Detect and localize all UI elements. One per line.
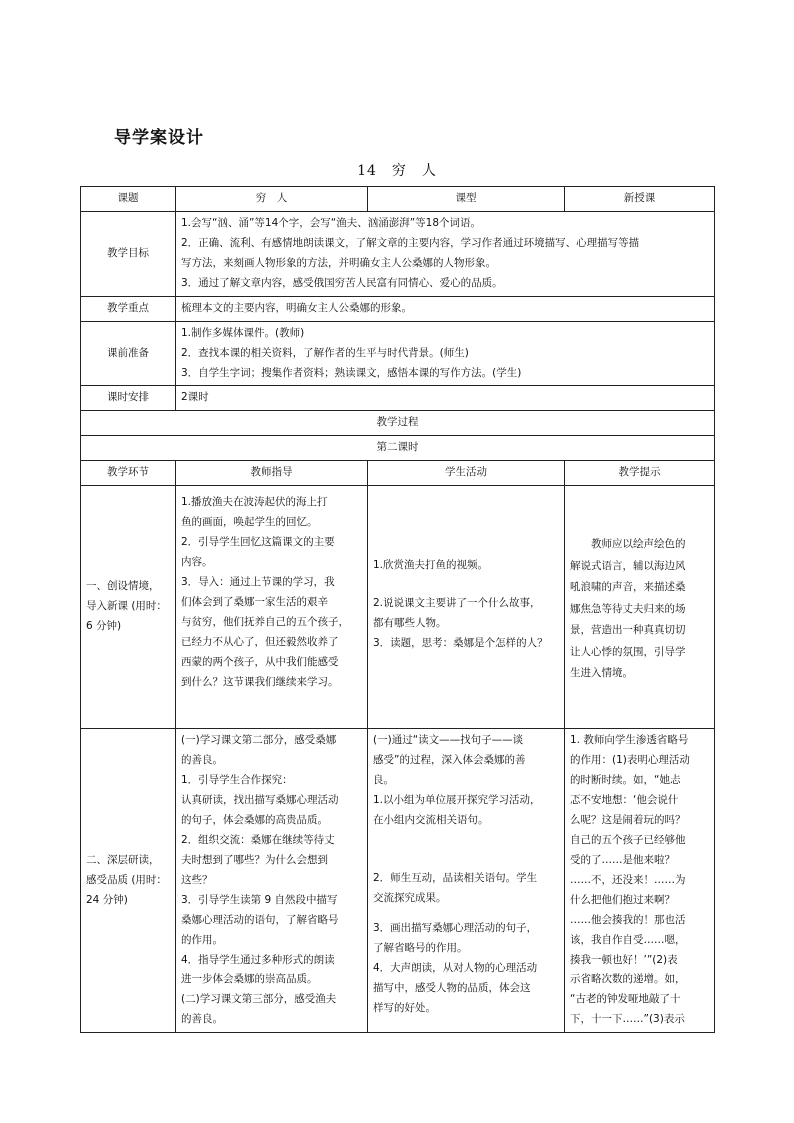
- schedule-value: 2课时: [176, 386, 715, 411]
- hint-line: 示省略次数的递增。如，: [570, 973, 686, 986]
- student-line: 2．师生互动，品读相关语句。学生: [373, 871, 538, 884]
- teacher-line: 4．指导学生通过多种形式的朗读: [181, 953, 335, 966]
- teacher-line: 与贫穷，他们抚养自己的五个孩子，: [181, 615, 349, 628]
- hint-line: 娜焦急等待丈夫归来的场: [570, 602, 686, 615]
- objective-line: 3．通过了解文章内容，感受俄国穷苦人民富有同情心、爱心的品质。: [181, 276, 503, 289]
- hint-line: 么呢？这是闹着玩的吗？: [570, 813, 686, 826]
- teacher-line: 的作用。: [181, 933, 223, 946]
- preparation-line: 3．自学生字词；搜集作者资料；熟读课文，感悟本课的写作方法。(学生): [181, 366, 522, 379]
- hint-line: 景，营造出一种真真切切: [570, 624, 686, 637]
- teacher-line: 桑娜心理活动的语句，了解省略号: [181, 913, 339, 926]
- objectives-row: [81, 211, 715, 296]
- teacher-line: 3．引导学生读第 9 自然段中描写: [181, 893, 338, 906]
- student-line: 描写中，感受人物的品质，体会这: [373, 981, 531, 994]
- stage-line: 一、创设情境，: [86, 580, 160, 593]
- preparation-line: 2．查找本课的相关资料，了解作者的生平与时代背景。(师生): [181, 346, 469, 359]
- student-line: (一)通过“读文——找句子——谈: [373, 734, 524, 747]
- hint-line: ……不，还没来！……为: [570, 873, 686, 886]
- schedule-label: 课时安排: [81, 386, 176, 411]
- section-row: [81, 486, 715, 729]
- hint-line: 受的了……是他来啦？: [570, 853, 675, 866]
- type-value: 新授课: [565, 187, 715, 212]
- preparation-row: [81, 321, 715, 386]
- teacher-line: 1.播放渔夫在波涛起伏的海上打: [181, 496, 328, 509]
- student-line: 2.说说课文主要讲了一个什么故事，: [373, 597, 541, 610]
- section-student-activity: [368, 486, 565, 729]
- student-line: 了解省略号的作用。: [373, 941, 468, 954]
- student-line: 3．画出描写桑娜心理活动的句子，: [373, 921, 538, 934]
- stage-line: 24 分钟): [86, 893, 128, 906]
- preparation-line: 1.制作多媒体课件。(教师): [181, 326, 305, 339]
- hint-line: 1. 教师向学生渗透省略号: [570, 734, 689, 747]
- teacher-line: 已经力不从心了，但还毅然收养了: [181, 635, 339, 648]
- section-student-activity: [368, 729, 565, 1033]
- teacher-line: 夫时想到了哪些？为什么会想到: [181, 853, 328, 866]
- teacher-line: 的善良。: [181, 1013, 223, 1026]
- objective-line: 1.会写“汹、涌”等14个字，会写“渔夫、汹涌澎湃”等18个词语。: [181, 216, 481, 229]
- teacher-line: 内容。: [181, 556, 213, 568]
- stage-line: 6 分钟): [86, 620, 122, 633]
- column-header: 教师指导: [176, 461, 368, 486]
- teacher-line: (一)学习课文第二部分，感受桑娜: [181, 734, 337, 747]
- teacher-line: 鱼的画面，唤起学生的回忆。: [181, 516, 318, 529]
- key-points-row: [81, 296, 715, 321]
- hint-line: 生进入情境。: [570, 667, 633, 680]
- teacher-line: 这些？: [181, 873, 213, 886]
- preparation-content: [176, 321, 715, 386]
- section-teacher-guidance: [176, 486, 368, 729]
- objectives-label: 教学目标: [81, 211, 176, 296]
- hint-line: 下，十一下……”(3)表示: [570, 1013, 685, 1026]
- schedule-row: [81, 386, 715, 411]
- student-line: 感受”的过程，深入体会桑娜的善: [373, 754, 526, 767]
- hint-line: 的作用：(1)表明心理活动: [570, 754, 690, 767]
- topic-value: 穷 人: [176, 187, 368, 212]
- teacher-line: 的善良。: [181, 754, 223, 767]
- teacher-line: 的句子，体会桑娜的高贵品质。: [181, 813, 328, 826]
- objective-line: 2．正确、流利、有感情地朗读课文，了解文章的主要内容，学习作者通过环境描写、心理描写等描: [181, 236, 640, 249]
- student-line: 在小组内交流相关语句。: [373, 813, 489, 826]
- teacher-line: (二)学习课文第三部分，感受渔夫: [181, 993, 337, 1006]
- teacher-line: 认真研读，找出描写桑娜心理活动: [181, 794, 339, 806]
- student-line: 3．读题，思考：桑娜是个怎样的人？: [373, 637, 548, 649]
- student-line: 样写的好处。: [373, 1001, 436, 1014]
- section-teaching-hint: [565, 729, 715, 1033]
- column-header: 教学环节: [81, 461, 176, 486]
- hint-line: 揍我一顿也好！’”(2)表: [570, 953, 678, 966]
- process-title: 教学过程: [81, 411, 715, 436]
- stage-line: 感受品质 (用时：: [86, 873, 167, 886]
- stage-line: 导入新课 (用时：: [86, 600, 167, 613]
- document-title: 导学案设计: [114, 128, 204, 148]
- section-row: [81, 729, 715, 1033]
- student-line: 1.以小组为单位展开探究学习活动，: [373, 794, 541, 806]
- period-title-row: [81, 436, 715, 461]
- student-line: 1.欣赏渔夫打鱼的视频。: [373, 559, 489, 572]
- hint-line: 该，我自作自受……嗯，: [570, 933, 686, 946]
- teacher-line: 西蒙的两个孩子，从中我们能感受: [181, 655, 339, 668]
- section-stage: [81, 486, 176, 729]
- column-header: 教学提示: [565, 461, 715, 486]
- teacher-line: 进一步体会桑娜的崇高品质。: [181, 973, 318, 986]
- teacher-line: 们体会到了桑娜一家生活的艰辛: [181, 595, 328, 608]
- student-line: 都有哪些人物。: [373, 617, 447, 630]
- hint-line: “古老的钟发哑地敲了十: [570, 993, 681, 1006]
- section-stage: [81, 729, 176, 1033]
- hint-line: 自己的五个孩子已经够他: [570, 833, 686, 846]
- lesson-title: 14 穷 人: [357, 163, 437, 179]
- process-title-row: [81, 411, 715, 436]
- teacher-line: 1．引导学生合作探究：: [181, 774, 293, 787]
- key-points-label: 教学重点: [81, 296, 176, 321]
- student-line: 交流探究成果。: [373, 891, 447, 904]
- objectives-content: [176, 211, 715, 296]
- teacher-line: 到什么？这节课我们继续来学习。: [181, 675, 339, 688]
- hint-line: ……他会揍我的！那也活: [570, 913, 686, 926]
- lesson-plan-table: [80, 186, 715, 1033]
- hint-line: 的时断时续。如，“她忐: [570, 774, 681, 787]
- hint-line: 解说式语言，辅以海边风: [570, 559, 686, 572]
- section-teaching-hint: [565, 486, 715, 729]
- stage-line: 二、深层研读，: [86, 853, 160, 866]
- teacher-line: 2．组织交流：桑娜在继续等待丈: [181, 833, 335, 846]
- section-teacher-guidance: [176, 729, 368, 1033]
- student-line: 良。: [373, 774, 394, 787]
- topic-label: 课题: [81, 187, 176, 212]
- period-title: 第二课时: [81, 436, 715, 461]
- hint-line: 忑不安地想：‘他会说什: [570, 794, 679, 806]
- type-label: 课型: [368, 187, 565, 212]
- hint-line: 什么把他们抱过来啊？: [570, 893, 675, 906]
- hint-line: 教师应以绘声绘色的: [570, 538, 686, 551]
- key-points-value: 梳理本文的主要内容，明确女主人公桑娜的形象。: [176, 296, 715, 321]
- column-header-row: [81, 461, 715, 486]
- hint-line: 吼浪啸的声音，来描述桑: [570, 581, 686, 594]
- objective-line: 写方法，来刻画人物形象的方法，并明确女主人公桑娜的人物形象。: [181, 256, 496, 269]
- preparation-label: 课前准备: [81, 321, 176, 386]
- teacher-line: 3．导入：通过上节课的学习，我: [181, 575, 335, 588]
- topic-row: [81, 187, 715, 212]
- student-line: 4．大声朗读，从对人物的心理活动: [373, 961, 538, 974]
- teacher-line: 2．引导学生回忆这篇课文的主要: [181, 536, 335, 549]
- hint-line: 让人心悸的氛围，引导学: [570, 645, 686, 658]
- column-header: 学生活动: [368, 461, 565, 486]
